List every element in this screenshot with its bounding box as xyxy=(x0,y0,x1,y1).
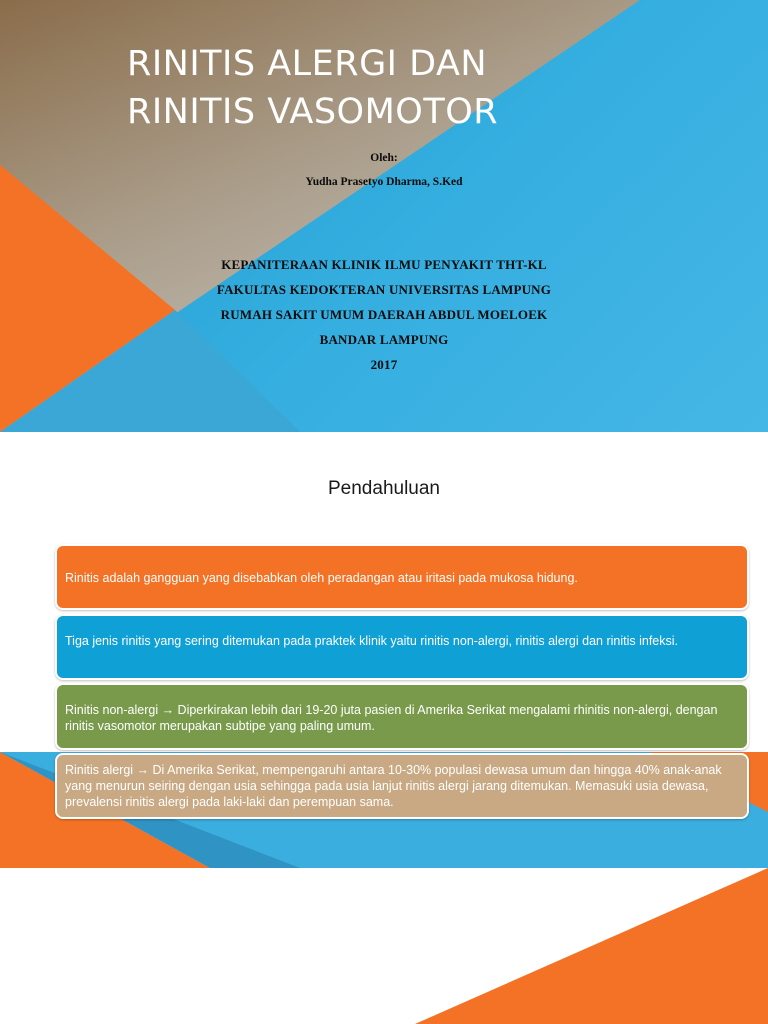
title-line-1: RINITIS ALERGI DAN xyxy=(127,44,488,84)
author-block xyxy=(0,146,768,194)
allergic-box: Rinitis alergi → Di Amerika Serikat, mempengaruhi antara 10-30% populasi dewasa umum dan hingga 40% anak-anak yang menurun seiring dengan usia sehingga pada usia lanjut rinitis alergi jarang ditemukan. Memasuki usia dewasa, prevalensi rinitis alergi pada laki-laki dan perempuan sama. xyxy=(55,753,749,819)
title-slide xyxy=(0,0,768,432)
oleh-label: Oleh: xyxy=(370,152,398,164)
institution-line-3: RUMAH SAKIT UMUM DAERAH ABDUL MOELOEK xyxy=(220,307,548,322)
presentation-title xyxy=(127,40,498,136)
types-box: Tiga jenis rinitis yang sering ditemukan pada praktek klinik yaitu rinitis non-alergi, rinitis alergi dan rinitis infeksi. xyxy=(55,614,749,680)
institution-line-1: KEPANITERAAN KLINIK ILMU PENYAKIT THT-KL xyxy=(221,257,547,272)
orange-bottom-triangle-shape xyxy=(415,868,768,1024)
definition-box: Rinitis adalah gangguan yang disebabkan oleh peradangan atau iritasi pada mukosa hidung. xyxy=(55,544,749,610)
institution-line-2: FAKULTAS KEDOKTERAN UNIVERSITAS LAMPUNG xyxy=(216,282,552,297)
section-title: Pendahuluan xyxy=(328,478,440,499)
institution-year: 2017 xyxy=(370,357,398,372)
institution-block xyxy=(0,252,768,377)
author-name: Yudha Prasetyo Dharma, S.Ked xyxy=(305,176,463,188)
non-allergic-box: Rinitis non-alergi → Diperkirakan lebih dari 19-20 juta pasien di Amerika Serikat mengalami rhinitis non-alergi, dengan rinitis vasomotor merupakan subtipe yang paling umum. xyxy=(55,683,749,750)
title-line-2: RINITIS VASOMOTOR xyxy=(127,92,499,132)
institution-line-4: BANDAR LAMPUNG xyxy=(319,332,449,347)
next-slide-background xyxy=(0,868,768,1024)
next-slide-partial xyxy=(0,868,768,1024)
introduction-slide xyxy=(0,432,768,868)
